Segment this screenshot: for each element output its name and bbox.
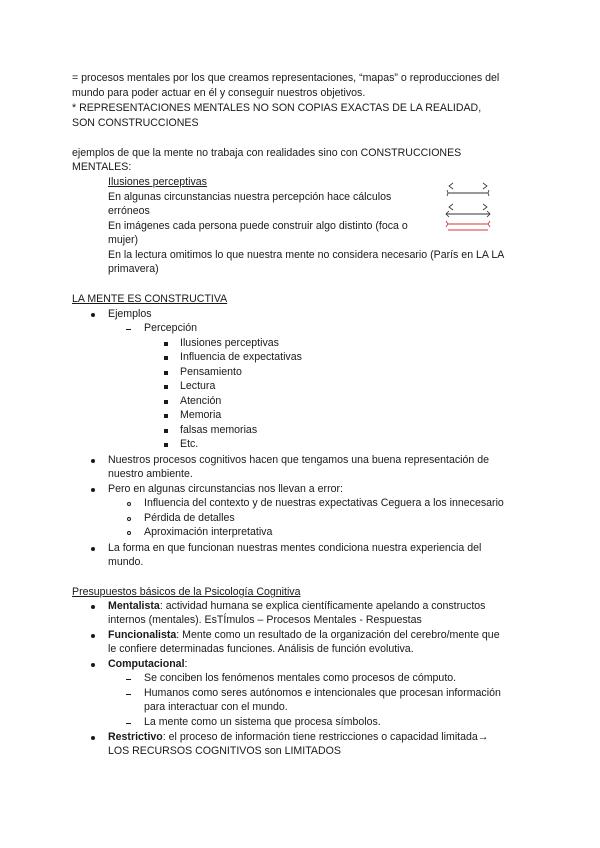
example-1-line-1: En algunas circunstancias nuestra percepción hace cálculos xyxy=(108,191,392,203)
bullet-dot-icon xyxy=(91,663,95,667)
mentalista-text: : actividad humana se explica científicamente apelando a constructos xyxy=(159,600,486,612)
mentalista-line-2: internos (mentales). EsTÍmulos – Procesos Mentales - Respuestas xyxy=(108,614,422,626)
bullet-dot-icon xyxy=(91,459,95,463)
restrictivo-line-2: LOS RECURSOS COGNITIVOS son LIMITADOS xyxy=(108,745,341,757)
computacional-item-3: La mente como un sistema que procesa símbolos. xyxy=(144,716,381,728)
list-item-procesos-line-1: Nuestros procesos cognitivos hacen que tengamos una buena representación de xyxy=(108,454,490,466)
computacional-colon: : xyxy=(184,658,188,670)
computacional-item-1: Se conciben los fenómenos mentales como procesos de cómputo. xyxy=(144,672,457,684)
example-2-line-1: En imágenes cada persona puede construir algo distinto (foca o xyxy=(108,220,408,232)
bullet-square-icon xyxy=(164,443,168,447)
bullet-square-icon xyxy=(164,429,168,433)
computacional-item-2-line-2: para interactuar con el mundo. xyxy=(144,701,288,713)
sub-item: Influencia del contexto y de nuestras expectativas Ceguera a los innecesario xyxy=(144,497,504,509)
examples-line-1: ejemplos de que la mente no trabaja con realidades sino con CONSTRUCCIONES xyxy=(72,147,462,159)
list-item: Pensamiento xyxy=(180,366,242,378)
bullet-dot-icon xyxy=(91,634,95,638)
bullet-square-icon xyxy=(164,414,168,418)
example-2-line-2: mujer) xyxy=(108,234,139,246)
bullet-dash-icon xyxy=(126,679,131,680)
examples-line-2: MENTALES: xyxy=(72,161,132,173)
bullet-circle-icon xyxy=(127,531,131,535)
bullet-square-icon xyxy=(164,342,168,346)
intro-line-4: SON CONSTRUCCIONES xyxy=(72,117,199,129)
list-item-forma-line-2: mundo. xyxy=(108,556,144,568)
bullet-circle-icon xyxy=(127,517,131,521)
funcionalista-line-2: le confiere determinadas funciones. Análisis de función evolutiva. xyxy=(108,643,414,655)
illusions-heading: Ilusiones perceptivas xyxy=(108,176,207,188)
intro-line-3: * REPRESENTACIONES MENTALES NO SON COPIAS EXACTAS DE LA REALIDAD, xyxy=(72,102,482,114)
mentalista-label: Mentalista xyxy=(108,600,160,612)
list-item-percepcion: Percepción xyxy=(144,322,197,334)
list-item: Memoria xyxy=(180,409,222,421)
list-item-forma-line-1: La forma en que funcionan nuestras mentes condiciona nuestra experiencia del xyxy=(108,542,482,554)
bullet-dash-icon xyxy=(126,694,131,695)
bullet-square-icon xyxy=(164,356,168,360)
bullet-dash-icon xyxy=(126,723,131,724)
bullet-square-icon xyxy=(164,400,168,404)
restrictivo-line-1 xyxy=(108,731,488,744)
bullet-square-icon xyxy=(164,385,168,389)
example-1-line-2: erróneos xyxy=(108,205,150,217)
section-title-constructiva: LA MENTE ES CONSTRUCTIVA xyxy=(72,293,228,305)
muller-lyer-illusion-image xyxy=(444,180,492,234)
bullet-dot-icon xyxy=(91,605,95,609)
bullet-dot-icon xyxy=(91,488,95,492)
bullet-dot-icon xyxy=(91,736,95,740)
list-item: Lectura xyxy=(180,380,216,392)
restrictivo-label: Restrictivo xyxy=(108,731,163,743)
intro-line-1: = procesos mentales por los que creamos representaciones, “mapas” o reproducciones del xyxy=(72,72,500,84)
example-3-line-2: primavera) xyxy=(108,263,159,275)
computacional-label: Computacional xyxy=(108,658,185,670)
list-item: Etc. xyxy=(180,438,199,450)
computacional-item-2-line-1: Humanos como seres autónomos e intencionales que procesan información xyxy=(144,687,501,699)
sub-item: Aproximación interpretativa xyxy=(144,526,273,538)
bullet-dash-icon xyxy=(126,329,131,330)
funcionalista-line-1 xyxy=(108,629,500,642)
list-item: falsas memorias xyxy=(180,424,258,436)
mentalista-line-1 xyxy=(108,600,485,613)
restrictivo-text: : el proceso de información tiene restricciones o capacidad limitada→ xyxy=(162,731,489,743)
list-item: Influencia de expectativas xyxy=(180,351,302,363)
computacional-line xyxy=(108,658,187,671)
list-item: Ilusiones perceptivas xyxy=(180,337,279,349)
bullet-dot-icon xyxy=(91,313,95,317)
bullet-circle-icon xyxy=(127,502,131,506)
sub-item: Pérdida de detalles xyxy=(144,512,235,524)
funcionalista-label: Funcionalista xyxy=(108,629,177,641)
list-item: Atención xyxy=(180,395,222,407)
bullet-dot-icon xyxy=(91,547,95,551)
example-3-line-1: En la lectura omitimos lo que nuestra mente no considera necesario (París en LA LA xyxy=(108,249,505,261)
list-item-procesos-line-2: nuestro ambiente. xyxy=(108,468,193,480)
list-item-ejemplos: Ejemplos xyxy=(108,308,152,320)
section-title-presupuestos: Presupuestos básicos de la Psicología Cognitiva xyxy=(72,586,301,598)
funcionalista-text: : Mente como un resultado de la organización del cerebro/mente que xyxy=(176,629,500,641)
intro-line-2: mundo para poder actuar en él y conseguir nuestros objetivos. xyxy=(72,87,366,99)
list-item-error: Pero en algunas circunstancias nos llevan a error: xyxy=(108,483,343,495)
bullet-square-icon xyxy=(164,371,168,375)
